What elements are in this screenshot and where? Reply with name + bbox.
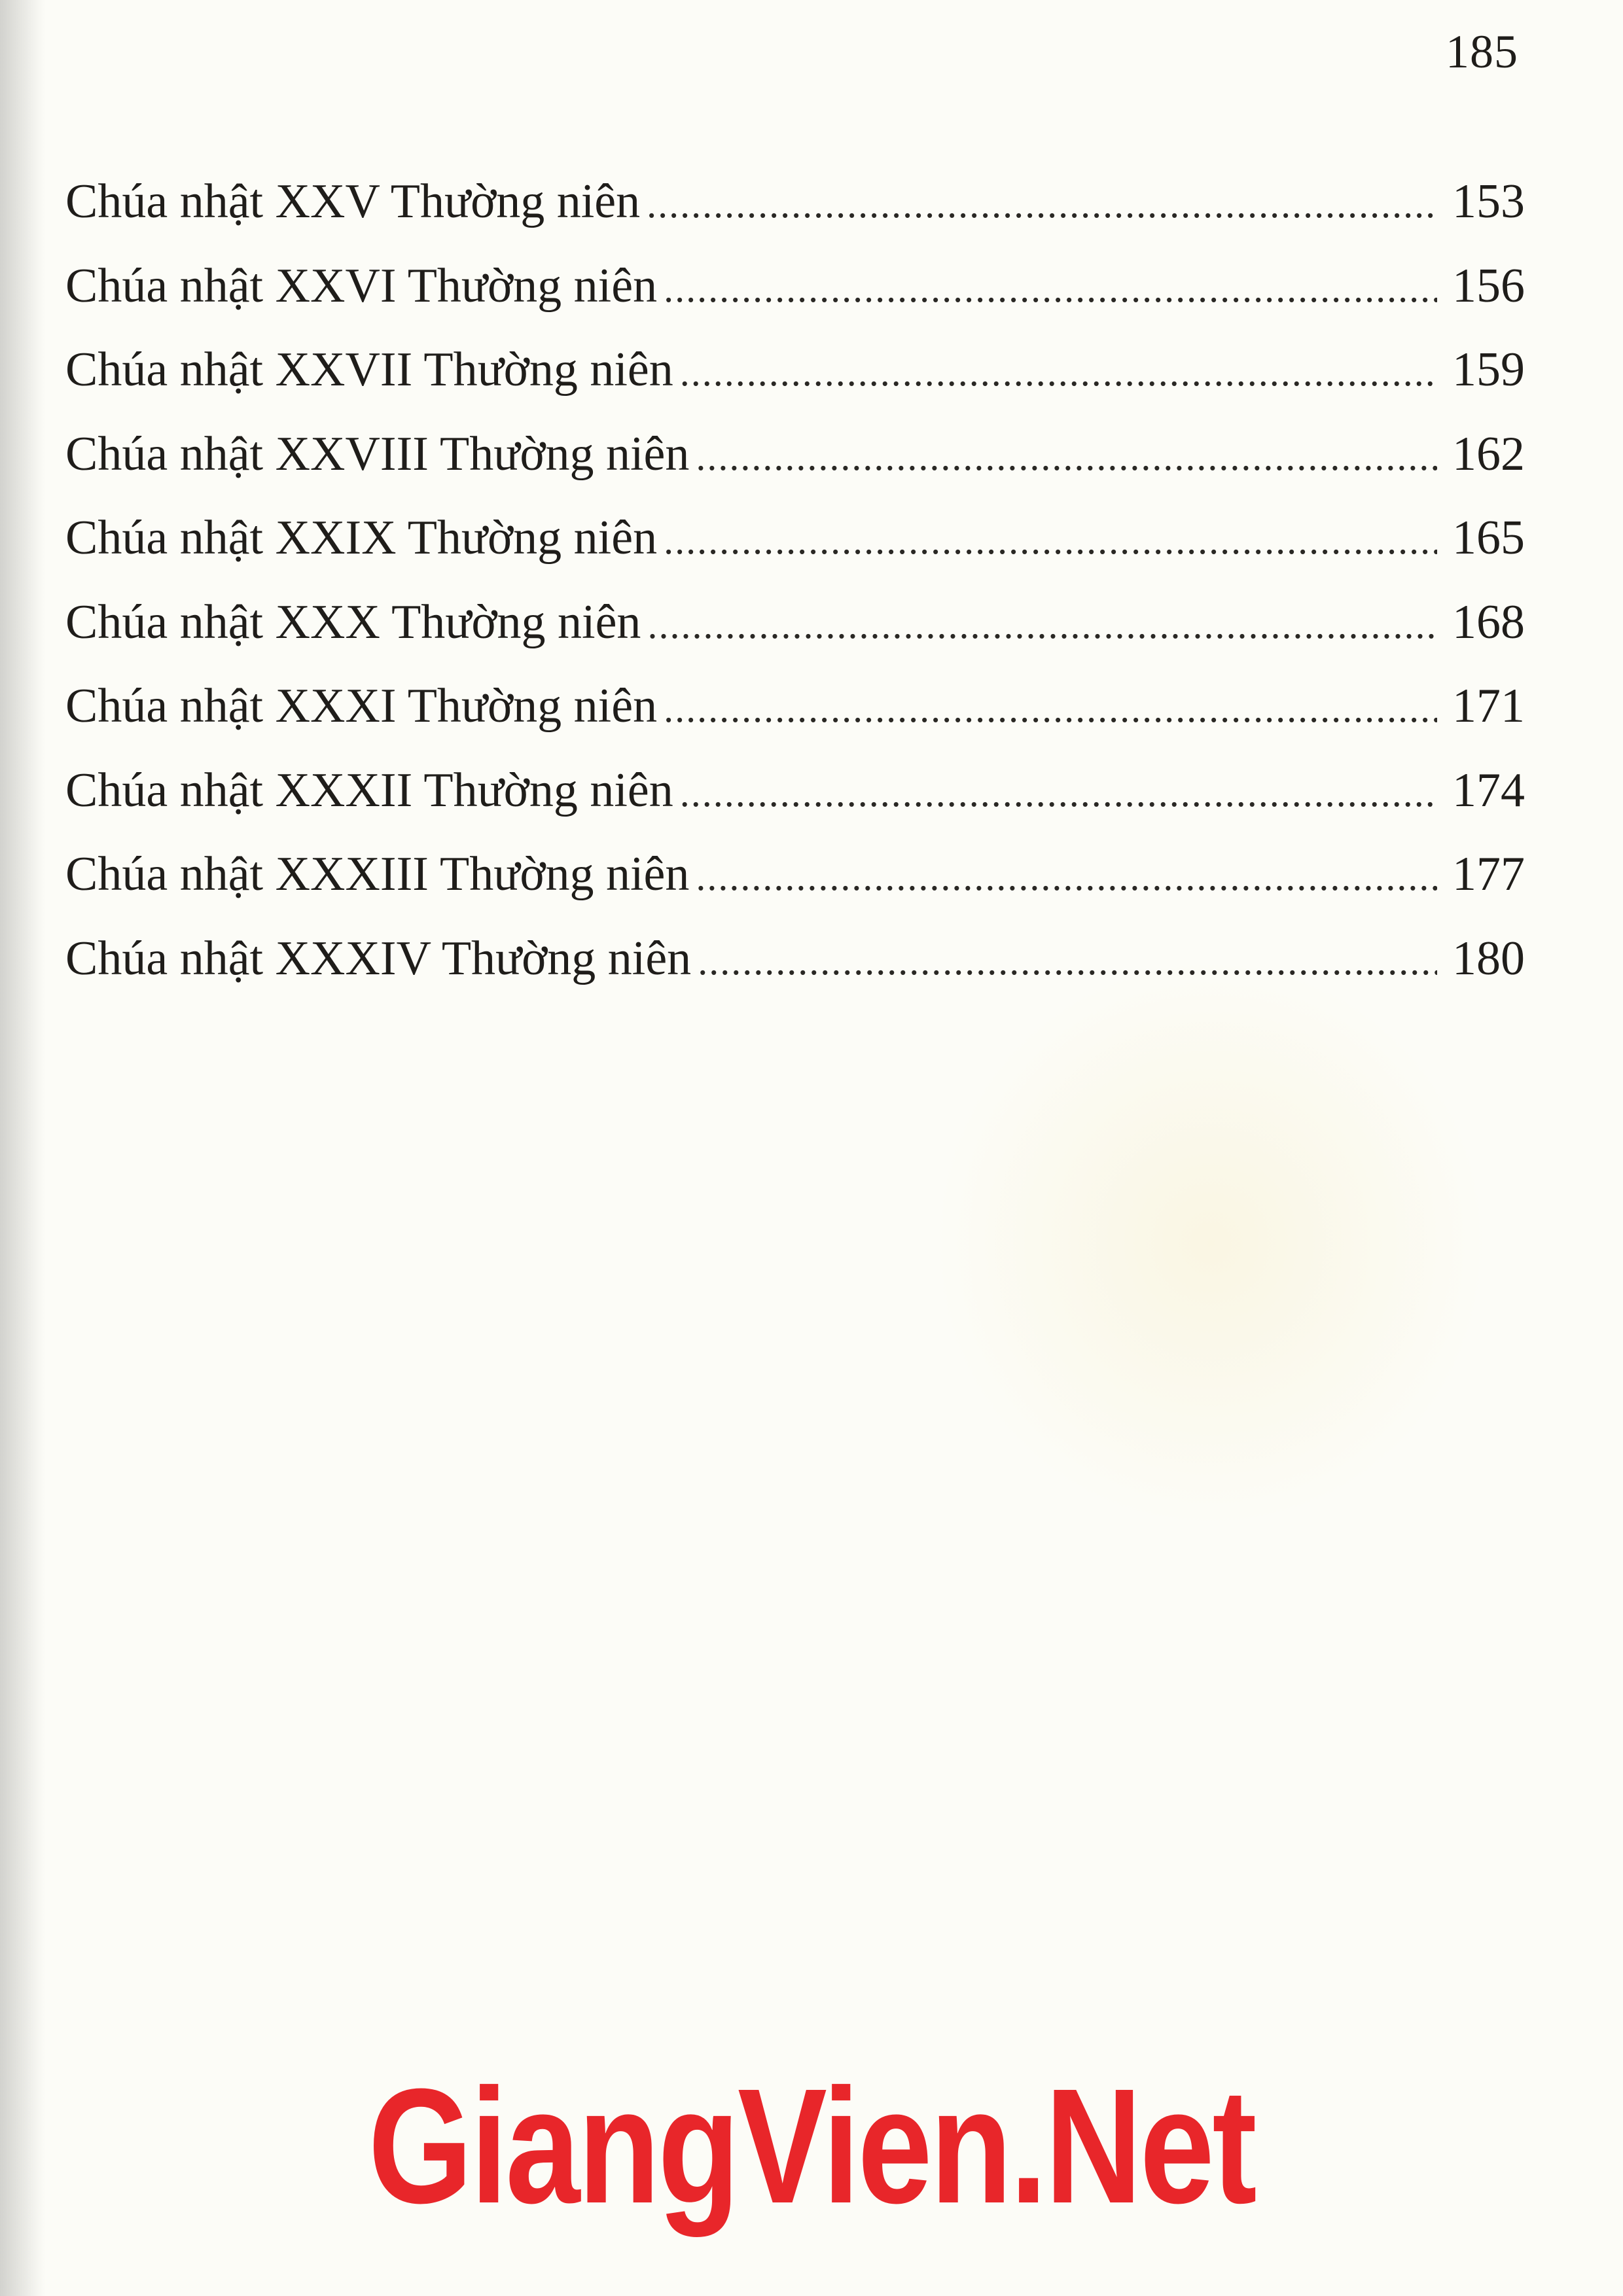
toc-entry-page: 162 [1452,427,1525,481]
toc-entry-title: Chúa nhật XXXIII Thường niên [65,847,690,901]
toc-entry [65,926,1525,1010]
toc-entry-title: Chúa nhật XXXII Thường niên [65,763,673,817]
toc-entry-page: 168 [1452,595,1525,649]
table-of-contents [65,169,1525,1010]
toc-dot-leader [647,592,1437,658]
toc-entry [65,337,1525,421]
toc-dot-leader [696,424,1437,489]
toc-entry-page: 174 [1452,763,1525,817]
toc-entry [65,673,1525,758]
toc-entry [65,169,1525,253]
toc-entry-page: 180 [1452,931,1525,985]
toc-entry [65,505,1525,590]
toc-entry [65,253,1525,338]
toc-entry-page: 165 [1452,511,1525,565]
toc-entry-title: Chúa nhật XXVI Thường niên [65,258,658,313]
toc-entry [65,758,1525,842]
toc-entry [65,421,1525,506]
toc-dot-leader [698,928,1437,994]
toc-entry [65,841,1525,926]
toc-dot-leader [696,844,1437,910]
toc-dot-leader [680,760,1437,826]
toc-entry-title: Chúa nhật XXVII Thường niên [65,343,673,397]
toc-entry-title: Chúa nhật XXXI Thường niên [65,679,658,733]
toc-dot-leader [664,676,1437,741]
toc-entry-title: Chúa nhật XXXIV Thường niên [65,931,692,985]
toc-dot-leader [680,340,1437,405]
toc-dot-leader [647,171,1437,237]
toc-entry-title: Chúa nhật XXVIII Thường niên [65,427,690,481]
toc-entry-page: 177 [1452,847,1525,901]
toc-entry [65,590,1525,674]
toc-entry-page: 156 [1452,258,1525,313]
toc-dot-leader [664,508,1437,573]
page-gutter-shadow [0,0,46,2296]
toc-entry-page: 171 [1452,679,1525,733]
page-number: 185 [1446,26,1518,78]
toc-entry-title: Chúa nhật XXV Thường niên [65,175,641,228]
toc-entry-title: Chúa nhật XXX Thường niên [65,595,641,649]
toc-entry-page: 159 [1452,343,1525,397]
toc-dot-leader [664,256,1437,321]
site-watermark: GiangVien.Net [368,2055,1255,2237]
toc-entry-title: Chúa nhật XXIX Thường niên [65,511,658,565]
toc-entry-page: 153 [1452,175,1525,228]
